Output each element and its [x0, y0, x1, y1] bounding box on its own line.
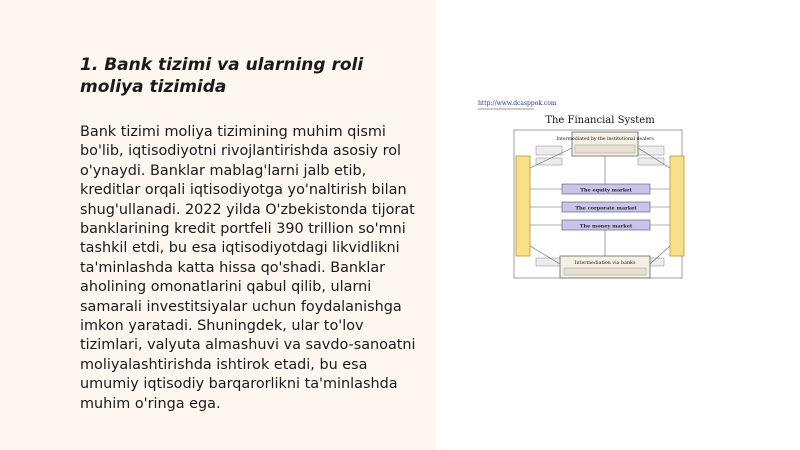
- slide-heading: 1. Bank tizimi va ularning roli moliya tizimida: [80, 55, 364, 97]
- equity-market-label: The equity market: [580, 187, 632, 194]
- left-yellow-bar: [516, 156, 530, 256]
- side-box: [536, 146, 562, 155]
- diagram-title: The Financial System: [545, 115, 655, 126]
- money-market-label: The money market: [579, 223, 633, 230]
- corporate-market-label: The corporate market: [575, 205, 637, 212]
- right-yellow-bar: [670, 156, 684, 256]
- banks-inner: [564, 268, 646, 275]
- banks-label: Intermediation via banks: [574, 261, 636, 266]
- diagram-source-url: http://www.dcasppok.com: [478, 100, 557, 107]
- top-intermediary-inner: [575, 145, 635, 153]
- slide-body-text: Bank tizimi moliya tizimining muhim qismi bo'lib, iqtisodiyotni rivojlantirishda asosiy rol o'ynaydi. Banklar mablag'larni jalb etib, kreditlar orqali iqtisodiyotga yo'naltirish bilan shug'ullanadi. 2022 yilda O'zbekistonda tijorat banklarining kredit portfeli 390 trillion so'mni tashkil etdi, bu esa iqtisodiyotdagi likvidlikni ta'minlashda katta hissa qo'shadi. Banklar aholining omonatlarini qabul qilib, ularni samarali investitsiyalar uchun foydalanishga imkon yaratadi. Shuningdek, ular to'lov tizimlari, valyuta almashuvi va savdo-sanoatni moliyalashtirishda ishtirok etadi, bu esa umumiy iqtisodiy barqarorlikni ta'minlashda muhim o'ringa ega.: [80, 124, 416, 412]
- financial-system-diagram: [474, 98, 692, 282]
- top-intermediary-label: Intermediated by the institutional dealers: [556, 137, 654, 142]
- side-box: [536, 258, 562, 266]
